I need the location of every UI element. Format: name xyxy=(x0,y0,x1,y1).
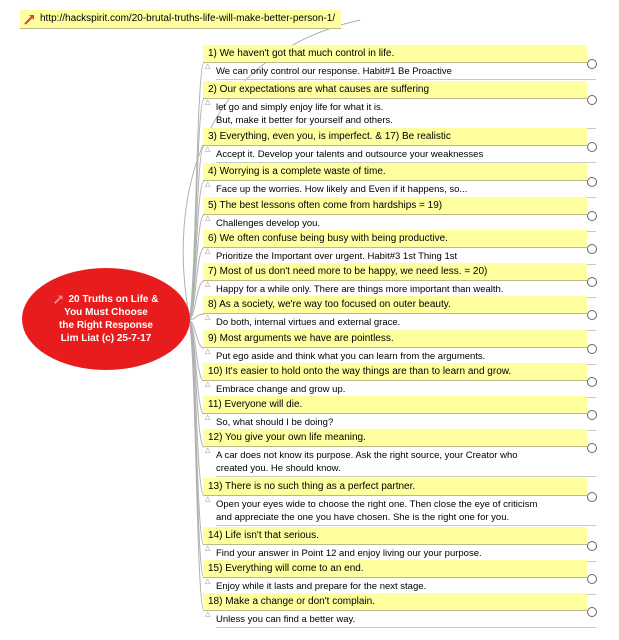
url-text: http://hackspirit.com/20-brutal-truths-life-will-make-better-person-1/ xyxy=(40,13,336,24)
topic-14[interactable]: 14) Life isn't that serious. xyxy=(203,527,587,545)
link-arrow-icon xyxy=(53,293,65,305)
note-triangle-icon: △ xyxy=(205,215,211,222)
topic-4-note xyxy=(216,183,596,198)
topic-2-note xyxy=(216,101,596,129)
topic-3[interactable]: 3) Everything, even you, is imperfect. & 17) Be realistic xyxy=(203,128,587,146)
central-topic[interactable] xyxy=(22,268,190,370)
topic-8-note xyxy=(216,316,596,331)
note-line: So, what should I be doing? xyxy=(216,417,334,428)
topic-7[interactable]: 7) Most of us don't need more to be happy, we need less. = 20) xyxy=(203,263,587,281)
note-triangle-icon: △ xyxy=(205,99,211,106)
note-line: Find your answer in Point 12 and enjoy living our your purpose. xyxy=(216,548,482,559)
topic-13[interactable]: 13) There is no such thing as a perfect partner. xyxy=(203,478,587,496)
note-triangle-icon: △ xyxy=(205,248,211,255)
topic-12[interactable]: 12) You give your own life meaning. xyxy=(203,429,587,447)
note-triangle-icon: △ xyxy=(205,545,211,552)
note-triangle-icon: △ xyxy=(205,611,211,618)
note-triangle-icon: △ xyxy=(205,381,211,388)
topic-connector xyxy=(188,146,204,320)
topic-3-note xyxy=(216,148,596,163)
note-line: Unless you can find a better way. xyxy=(216,614,356,625)
note-line: Face up the worries. How likely and Even if it happens, so... xyxy=(216,184,468,195)
topic-16[interactable]: 18) Make a change or don't complain. xyxy=(203,593,587,611)
note-line: Accept it. Develop your talents and outsource your weaknesses xyxy=(216,149,484,160)
topic-8[interactable]: 8) As a society, we're way too focused on outer beauty. xyxy=(203,296,587,314)
note-line: let go and simply enjoy life for what it is. xyxy=(216,102,384,113)
note-line: created you. He should know. xyxy=(216,463,341,474)
topic-4[interactable]: 4) Worrying is a complete waste of time. xyxy=(203,163,587,181)
note-triangle-icon: △ xyxy=(205,578,211,585)
note-line: Put ego aside and think what you can learn from the arguments. xyxy=(216,351,486,362)
topic-6[interactable]: 6) We often confuse being busy with being productive. xyxy=(203,230,587,248)
note-line: A car does not know its purpose. Ask the right source, your Creator who xyxy=(216,450,518,461)
central-topic-line-2: You Must Choose xyxy=(64,307,148,318)
note-triangle-icon: △ xyxy=(205,414,211,421)
note-line: Happy for a while only. There are things more important than wealth. xyxy=(216,284,504,295)
central-topic-line-1 xyxy=(53,293,158,306)
note-triangle-icon: △ xyxy=(205,314,211,321)
note-line: Open your eyes wide to choose the right one. Then close the eye of criticism xyxy=(216,499,538,510)
note-triangle-icon: △ xyxy=(205,146,211,153)
note-line: Do both, internal virtues and external grace. xyxy=(216,317,401,328)
topic-13-note xyxy=(216,498,596,526)
note-line: We can only control our response. Habit#1 Be Proactive xyxy=(216,66,452,77)
note-triangle-icon: △ xyxy=(205,181,211,188)
topic-2[interactable]: 2) Our expectations are what causes are suffering xyxy=(203,81,587,99)
topic-12-note xyxy=(216,449,596,477)
central-topic-text-1: 20 Truths on Life & xyxy=(68,294,159,305)
link-arrow-icon xyxy=(23,12,37,26)
note-line: Enjoy while it lasts and prepare for the next stage. xyxy=(216,581,427,592)
central-topic-line-3: the Right Response xyxy=(59,320,153,331)
note-line: and appreciate the one you have chosen. She is the right one for you. xyxy=(216,512,510,523)
note-triangle-icon: △ xyxy=(205,496,211,503)
central-topic-line-4: Lim Liat (c) 25-7-17 xyxy=(60,333,152,344)
note-triangle-icon: △ xyxy=(205,447,211,454)
topic-1-note xyxy=(216,65,596,80)
url-link-node[interactable] xyxy=(20,10,341,29)
topic-9[interactable]: 9) Most arguments we have are pointless. xyxy=(203,330,587,348)
note-line: Embrace change and grow up. xyxy=(216,384,346,395)
note-line: Prioritize the Important over urgent. Habit#3 1st Thing 1st xyxy=(216,251,458,262)
topic-1[interactable]: 1) We haven't got that much control in life. xyxy=(203,45,587,63)
topic-5[interactable]: 5) The best lessons often come from hardships = 19) xyxy=(203,197,587,215)
note-triangle-icon: △ xyxy=(205,281,211,288)
note-triangle-icon: △ xyxy=(205,63,211,70)
topic-16-note xyxy=(216,613,596,628)
note-triangle-icon: △ xyxy=(205,348,211,355)
topic-10[interactable]: 10) It's easier to hold onto the way things are than to learn and grow. xyxy=(203,363,587,381)
topic-11[interactable]: 11) Everyone will die. xyxy=(203,396,587,414)
topic-15[interactable]: 15) Everything will come to an end. xyxy=(203,560,587,578)
note-line: But, make it better for yourself and others. xyxy=(216,115,393,126)
note-line: Challenges develop you. xyxy=(216,218,321,229)
